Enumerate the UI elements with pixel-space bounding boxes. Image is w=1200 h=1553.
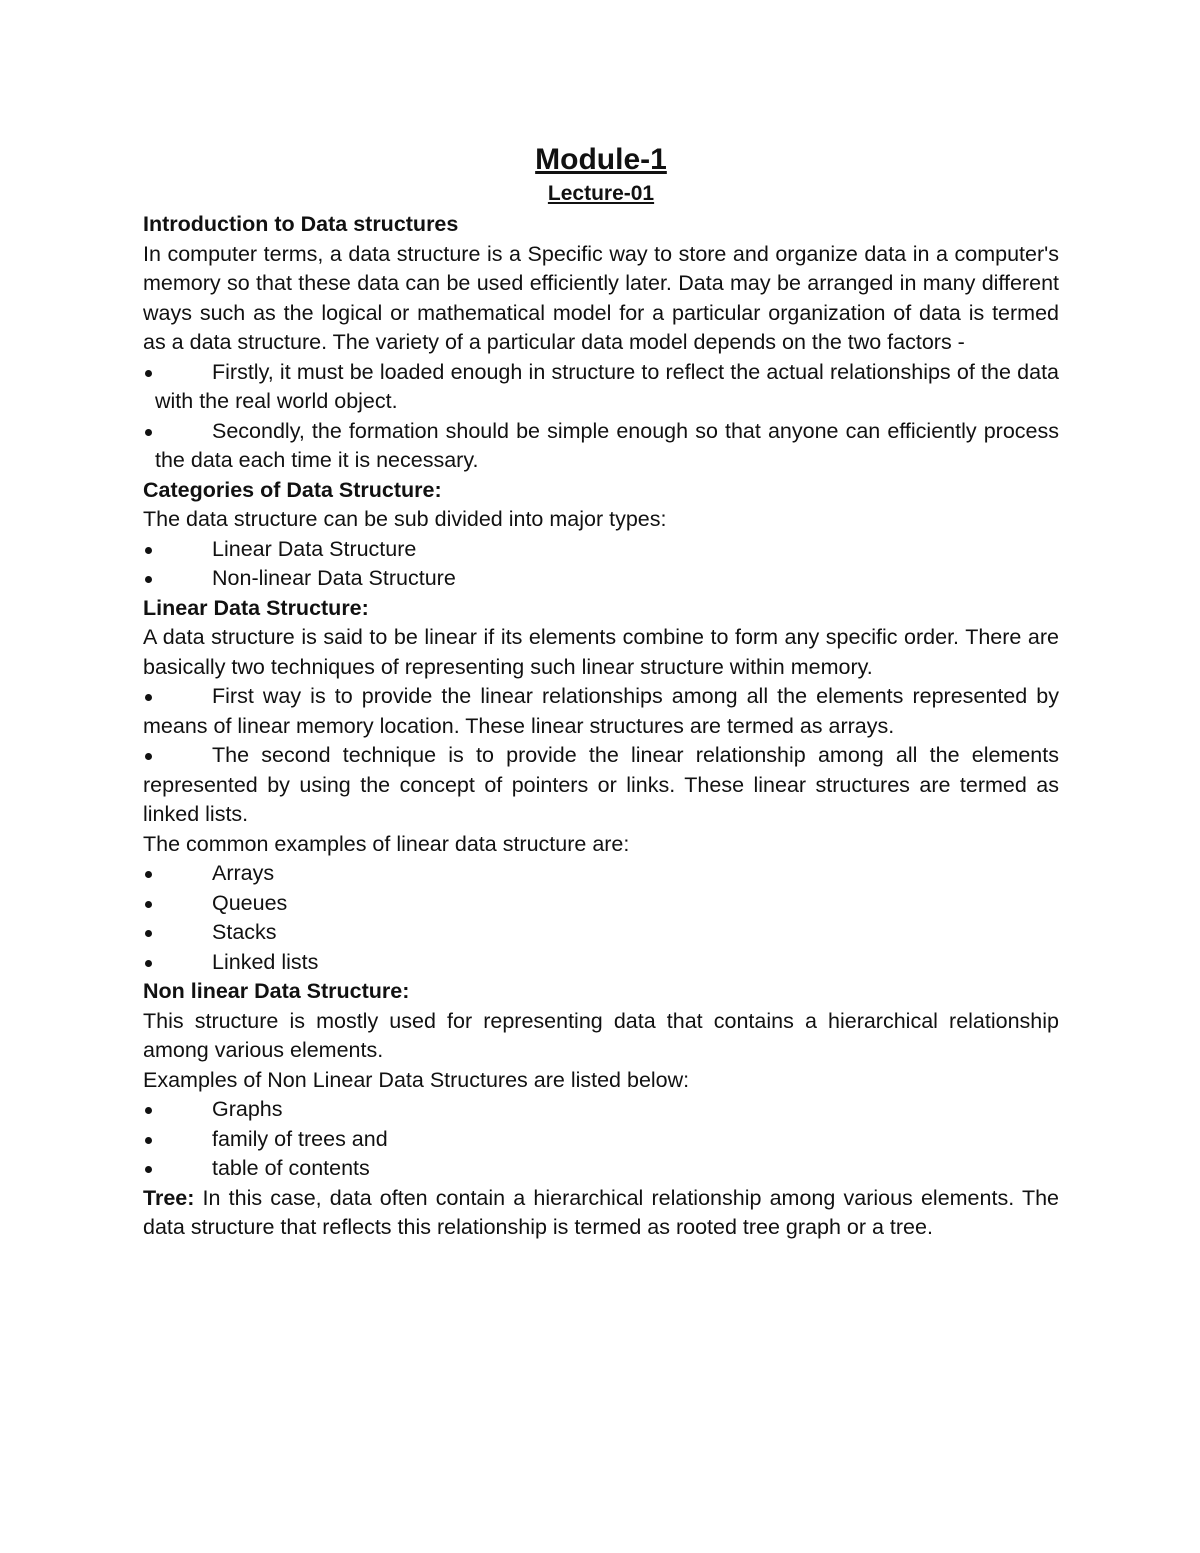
nonlinear-examples-list (143, 1095, 1059, 1184)
categories-heading: Categories of Data Structure: (143, 477, 442, 502)
list-item: The second technique is to provide the linear relationship among all the elements represented by using the concept of pointers or links. These linear structures are termed as linked lists. (143, 743, 1059, 826)
document-page (143, 140, 1059, 1243)
categories-paragraph: The data structure can be sub divided into major types: (143, 507, 667, 531)
list-item: Queues (212, 890, 288, 915)
list-item: Firstly, it must be loaded enough in structure to reflect the actual relationships of the data with the real world object. (155, 359, 1059, 413)
tree-label: Tree: (143, 1185, 195, 1210)
nonlinear-examples-intro: Examples of Non Linear Data Structures are listed below: (143, 1067, 690, 1092)
list-item: Linked lists (212, 949, 319, 974)
page-title: Module-1 (535, 143, 667, 176)
intro-bullet-list (143, 358, 1059, 476)
linear-heading: Linear Data Structure: (143, 595, 369, 620)
categories-bullet-list (143, 535, 1059, 594)
linear-examples-intro: The common examples of linear data structure are: (143, 831, 630, 856)
tree-paragraph (143, 1184, 1059, 1243)
intro-paragraph: In computer terms, a data structure is a Specific way to store and organize data in a computer's memory so that these data can be used efficiently later. Data may be arranged in many different ways such as the logical or mathematical model for a particular organization of data is termed as a data structure. The variety of a particular data model depends on the two factors - (143, 241, 1059, 354)
list-item: Stacks (212, 920, 277, 944)
list-item: Graphs (212, 1097, 283, 1121)
list-item: Non-linear Data Structure (212, 566, 456, 590)
list-item: family of trees and (212, 1126, 388, 1151)
list-item: Arrays (212, 861, 275, 885)
linear-paragraph: A data structure is said to be linear if its elements combine to form any specific order. There are basically two techniques of representing such linear structure within memory. (143, 625, 1059, 679)
linear-technique-list (143, 682, 1059, 830)
list-item: Linear Data Structure (212, 536, 417, 561)
nonlinear-heading: Non linear Data Structure: (143, 979, 410, 1003)
page-subtitle: Lecture-01 (547, 182, 655, 205)
list-item: table of contents (212, 1156, 370, 1180)
linear-examples-list (143, 859, 1059, 977)
list-item: Secondly, the formation should be simple enough so that anyone can efficiently process the data each time it is necessary. (155, 418, 1059, 472)
list-item: First way is to provide the linear relationships among all the elements represented by means of linear memory location. These linear structures are termed as arrays. (143, 684, 1059, 738)
intro-heading: Introduction to Data structures (143, 212, 459, 236)
nonlinear-paragraph: This structure is mostly used for representing data that contains a hierarchical relationship among various elements. (143, 1008, 1059, 1062)
tree-text: In this case, data often contain a hierarchical relationship among various elements. The data structure that reflects this relationship is termed as rooted tree graph or a tree. (143, 1185, 1059, 1239)
